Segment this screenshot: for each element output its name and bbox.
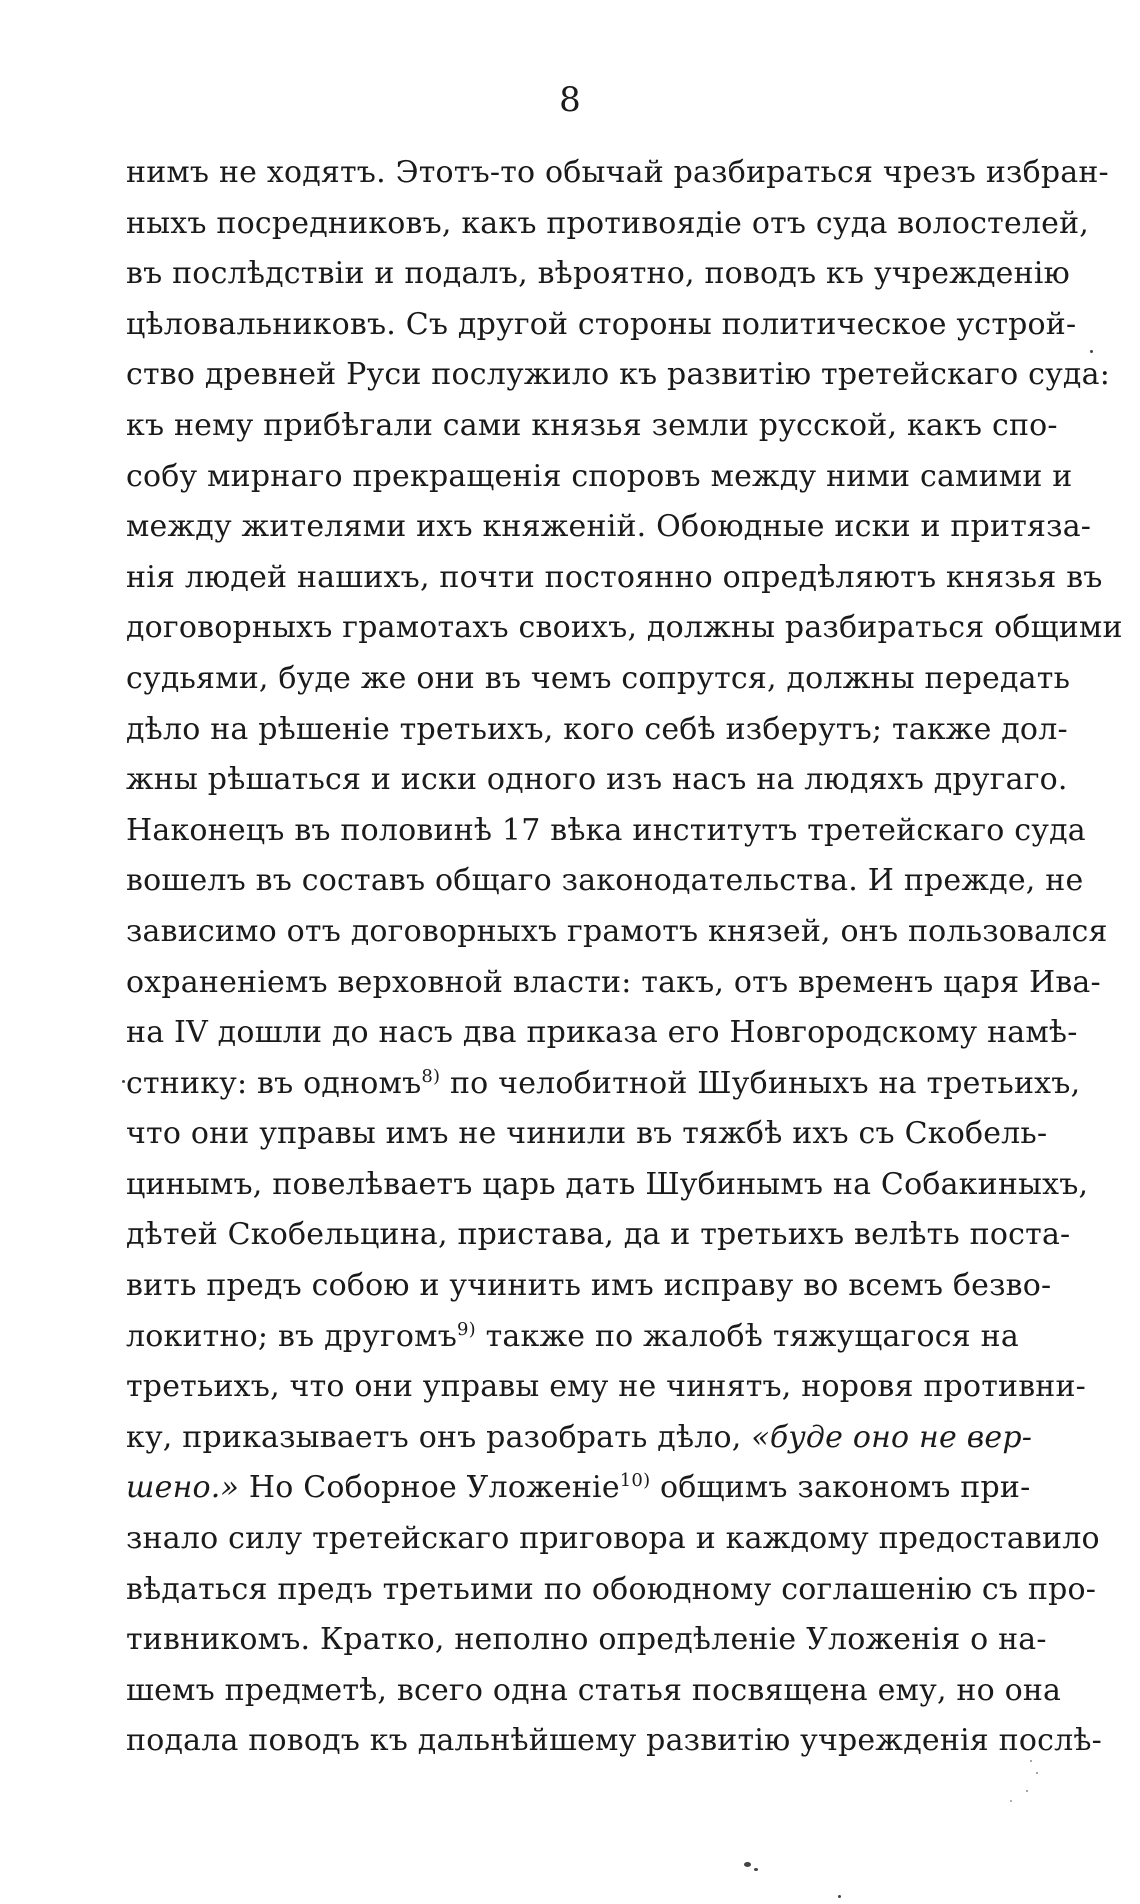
text-line: дѣло на рѣшеніе третьихъ, кого себѣ изберутъ; также дол- [126,711,1068,747]
text-line: тивникомъ. Кратко, неполно опредѣленіе Уложенія о на- [126,1622,1047,1658]
text-line: между жителями ихъ княженій. Обоюдные иски и притяза- [126,509,1092,545]
text-segment: по челобитной Шубиныхъ на третьихъ, [440,1065,1081,1101]
text-line: собу мирнаго прекращенія споровъ между ними самими и [126,458,1073,494]
text-segment: Но Соборное Уложеніе [239,1470,620,1506]
scan-speck [838,1895,841,1898]
footnote-marker: 9) [457,1318,476,1340]
text-line: жны рѣшаться и иски одного изъ насъ на людяхъ другаго. [126,762,1068,798]
text-line: подала поводъ къ дальнѣйшему развитію учрежденія послѣ- [126,1723,1103,1759]
text-line: судьями, буде же они въ чемъ сопрутся, должны передать [126,660,1071,696]
text-line: цѣловальниковъ. Съ другой стороны политическое устрой- [126,306,1077,342]
italic-quote: «буде оно не вер- [751,1419,1033,1455]
scan-speck [744,1862,751,1867]
footnote-marker: 8) [421,1065,441,1087]
text-line: дѣтей Скобельцина, пристава, да и третьихъ велѣть поста- [126,1217,1071,1253]
text-line: вошелъ въ составъ общаго законодательства. И прежде, не [126,863,1084,899]
text-line: вить предъ собою и учинить имъ исправу во всемъ безво- [126,1268,1052,1304]
text-line: ныхъ посредниковъ, какъ противоядіе отъ суда волостелей, [126,205,1090,241]
text-segment: также по жалобѣ тяжущагося на [475,1318,1019,1354]
text-line-with-quote [126,1413,1033,1464]
text-line-with-footnote [126,1059,1081,1110]
text-line: на IV дошли до насъ два приказа его Новгородскому намѣ- [126,1015,1078,1051]
text-line: договорныхъ грамотахъ своихъ, должны разбираться общими [126,610,1123,646]
text-line: третьихъ, что они управы ему не чинятъ, норовя противни- [126,1369,1087,1405]
text-line: нимъ не ходятъ. Этотъ-то обычай разбираться чрезъ избран- [126,155,1109,190]
footnote-marker: 10) [619,1470,651,1492]
body-text [126,148,1123,1767]
text-line: въ послѣдствіи и подалъ, вѣроятно, поводъ къ учрежденію [126,256,1070,292]
scan-speck [1036,1772,1038,1774]
scan-speck [754,1868,758,1871]
text-segment: стнику: въ одномъ [126,1065,422,1101]
text-line: охраненіемъ верховной власти: такъ, отъ временъ царя Ива- [126,964,1101,1000]
text-line: что они управы имъ не чинили въ тяжбѣ ихъ съ Скобель- [126,1116,1048,1152]
italic-quote: шено.» [126,1470,240,1506]
text-line-with-footnote [126,1312,1019,1363]
scan-speck [1026,1790,1028,1792]
text-line: ство древней Руси послужило къ развитію третейскаго суда: [126,357,1110,393]
text-segment: ку, приказываетъ онъ разобрать дѣло, [126,1419,752,1455]
text-segment: локитно; въ другомъ [126,1318,458,1354]
scan-speck [1090,350,1093,353]
text-line: зависимо отъ договорныхъ грамотъ князей, онъ пользовался [126,913,1108,949]
scan-speck [1030,1760,1032,1762]
text-line: цинымъ, повелѣваетъ царь дать Шубинымъ на Собакиныхъ, [126,1166,1089,1202]
text-line: къ нему прибѣгали сами князья земли русской, какъ спо- [126,407,1058,443]
text-line: вѣдаться предъ третьими по обоюдному соглашенію съ про- [126,1571,1097,1607]
text-line: знало силу третейскаго приговора и каждому предоставило [126,1521,1100,1557]
page-number: 8 [559,80,581,120]
text-line-with-footnote [126,1463,1031,1514]
text-line: шемъ предметѣ, всего одна статья посвящена ему, но она [126,1672,1062,1708]
text-segment: общимъ закономъ при- [650,1470,1031,1506]
text-line: нія людей нашихъ, почти постоянно опредѣляютъ князья въ [126,559,1103,595]
text-line: Наконецъ въ половинѣ 17 вѣка институтъ третейскаго суда [126,812,1086,848]
scan-speck [122,1080,125,1083]
scan-speck [1010,1800,1012,1802]
